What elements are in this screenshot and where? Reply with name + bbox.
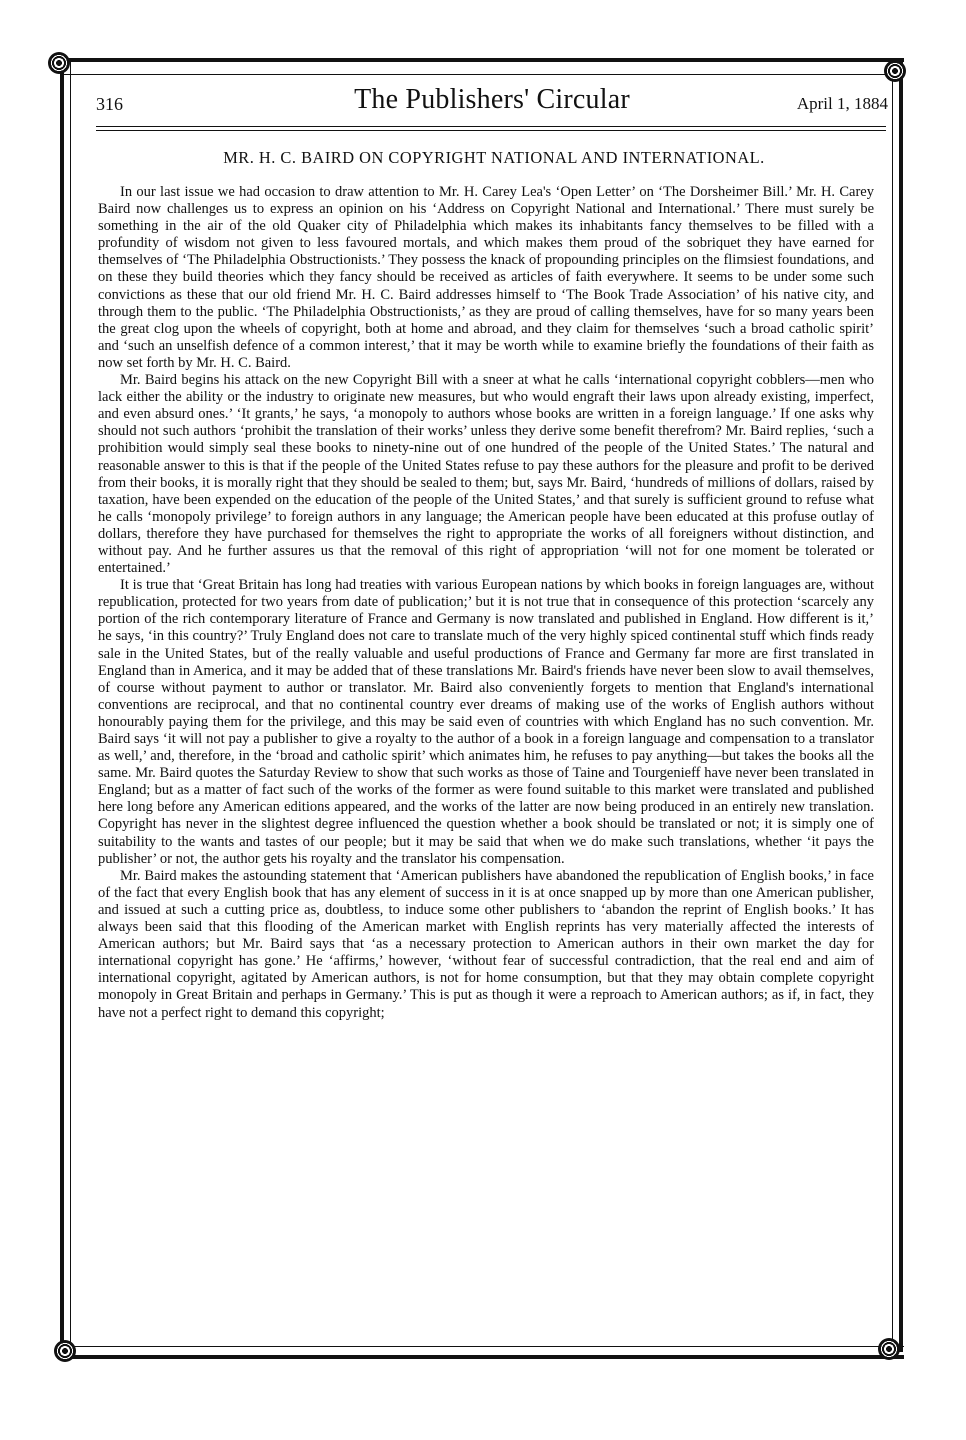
page-number: 316 (96, 94, 123, 114)
article-paragraph: In our last issue we had occasion to draw attention to Mr. H. Carey Lea's ‘Open Letter’ on ‘The Dorsheimer Bill.’ Mr. H. Carey Baird now challenges us to express an opinion on his ‘Address on Copyright National and International.’ There must surely be something in the air of the old Quaker city of Philadelphia which makes its inhabitants fancy themselves to be filled with a profundity of wisdom not given to less favoured mortals, and which makes them proud of the sobriquet they have earned for themselves of ‘The Philadelphia Obstructionists.’ They possess the knack of propounding principles on the flimsiest foundations, and on these they build theories which they fancy should be received as articles of faith everywhere. It seems to be under some such convictions as these that our old friend Mr. H. C. Baird addresses himself to ‘The Book Trade Association’ of his native city, and through them to the public. ‘The Philadelphia Obstructionists,’ as they are proud of calling themselves, have for so many years been the great clog upon the wheels of copyright, both at home and abroad, and they claim for themselves ‘such a broad catholic spirit’ and ‘such an unselfish defence of a common interest,’ that it may be worth while to examine briefly the foundations of their faith as now set forth by Mr. H. C. Baird. (98, 184, 874, 371)
issue-date: April 1, 1884 (796, 94, 888, 113)
corner-ornament-bottom-left-icon (54, 1340, 76, 1362)
article-body (98, 184, 874, 1022)
publication-title: The Publishers' Circular (354, 84, 630, 115)
corner-ornament-top-left-icon (48, 52, 70, 74)
page-border-right (892, 62, 903, 1352)
article-paragraph: Mr. Baird begins his attack on the new Copyright Bill with a sneer at what he calls ‘international copyright cobblers—men who lack either the ability or the industry to originate new measures, but who would engraft their laws upon already existing, imperfect, and even absurd ones.’ ‘It grants,’ he says, ‘a monopoly to authors whose books are written in a foreign language.’ If one asks why should not such authors ‘prohibit the translation of their works’ unless they derive some benefit therefrom? Mr. Baird replies, ‘such a prohibition would simply seal these books to ninety-nine out of one hundred of the people of the United States.’ The natural and reasonable answer to this is that if the people of the United States refuse to pay these authors for the pleasure and profit to be derived from their books, it is morally right that they should be sealed to them; but, says Mr. Baird, ‘hundreds of millions of dollars, raised by taxation, have been expended on the education of the people of the United States,’ and that surely is sufficient ground to refuse what he calls ‘monopoly privilege’ to foreign authors in any language; the American people have been educated at this profuse outlay of dollars, therefore they have purchased for themselves the right to appropriate the works of all foreigners without distinction, and without pay. And he further assures us that the removal of this right of appropriation ‘will not for one moment be tolerated or entertained.’ (98, 372, 874, 577)
article-title: MR. H. C. BAIRD ON COPYRIGHT NATIONAL AND INTERNATIONAL. (223, 148, 765, 167)
article-paragraph: It is true that ‘Great Britain has long had treaties with various European nations by which books in foreign languages are, without republication, protected for two years from date of publication;’ but it is not true that in consequence of this protection ‘scarcely any portion of the rich contemporary literature of France and Germany is now translated and published in England. How different is it,’ he says, ‘in this country?’ Truly England does not care to translate much of the very highly spiced continental stuff which finds ready sale in the United States, but of the really valuable and useful productions of France and Germany far more are first translated in England than in America, and it may be added that of these translations Mr. Baird's friends have never been slow to avail themselves, of course without payment to author or translator. Mr. Baird also conveniently forgets to mention that England's international conventions are reciprocal, and that no continental country ever dreams of making use of the works of English authors without honourably paying them for the privilege, and this may be said even of countries with which England has no such convention. Mr. Baird says ‘it will not pay a publisher to give a royalty to the author of a book in a foreign language and compensation to a translator as well,’ and, therefore, in the ‘broad and catholic spirit’ which animates him, he refuses to pay anything—but takes the books all the same. Mr. Baird quotes the Saturday Review to show that such works as those of Taine and Tourgenieff have never been translated in England; but as a matter of fact such of the works of the former as were found suitable to this market were translated and published here long before any American editions appeared, and the works of the latter are now being produced in an entirely new translation. Copyright has never in the slightest degree influenced the question whether a book should be translated or not; it is simply one of suitability to the wants and tastes of our people; but it may be said that when we do make such translations, whether ‘it pays the publisher’ or not, the author gets his royalty and the translator his compensation. (98, 577, 874, 867)
page-border-bottom (60, 1346, 904, 1359)
page-header (96, 84, 888, 118)
article-paragraph: Mr. Baird makes the astounding statement that ‘American publishers have abandoned the republication of English books,’ in face of the fact that every English book that has any element of success in it is at once snapped up by more than one American publisher, and issued at such a cutting price as, doubtless, to induce some other publishers to ‘abandon the reprint of English books.’ It has always been said that this flooding of the American market with English reprints has very materially affected the interests of American authors; but Mr. Baird says that ‘as a necessary protection to American authors in their own market the day for international copyright has gone.’ He ‘affirms,’ however, ‘without fear of successful contradiction, that the real end and aim of international copyright, agitated by American authors, is not for home consumption, but that they may obtain complete copyright monopoly in Great Britain and perhaps in Germany.’ This is put as though it were a reproach to American authors; as if, in fact, they have not a perfect right to demand this copyright; (98, 867, 874, 1021)
page-border-top (60, 58, 904, 75)
page-border-left (60, 62, 71, 1352)
corner-ornament-bottom-right-icon (878, 1338, 900, 1360)
header-rule (96, 126, 886, 131)
corner-ornament-top-right-icon (884, 60, 906, 82)
